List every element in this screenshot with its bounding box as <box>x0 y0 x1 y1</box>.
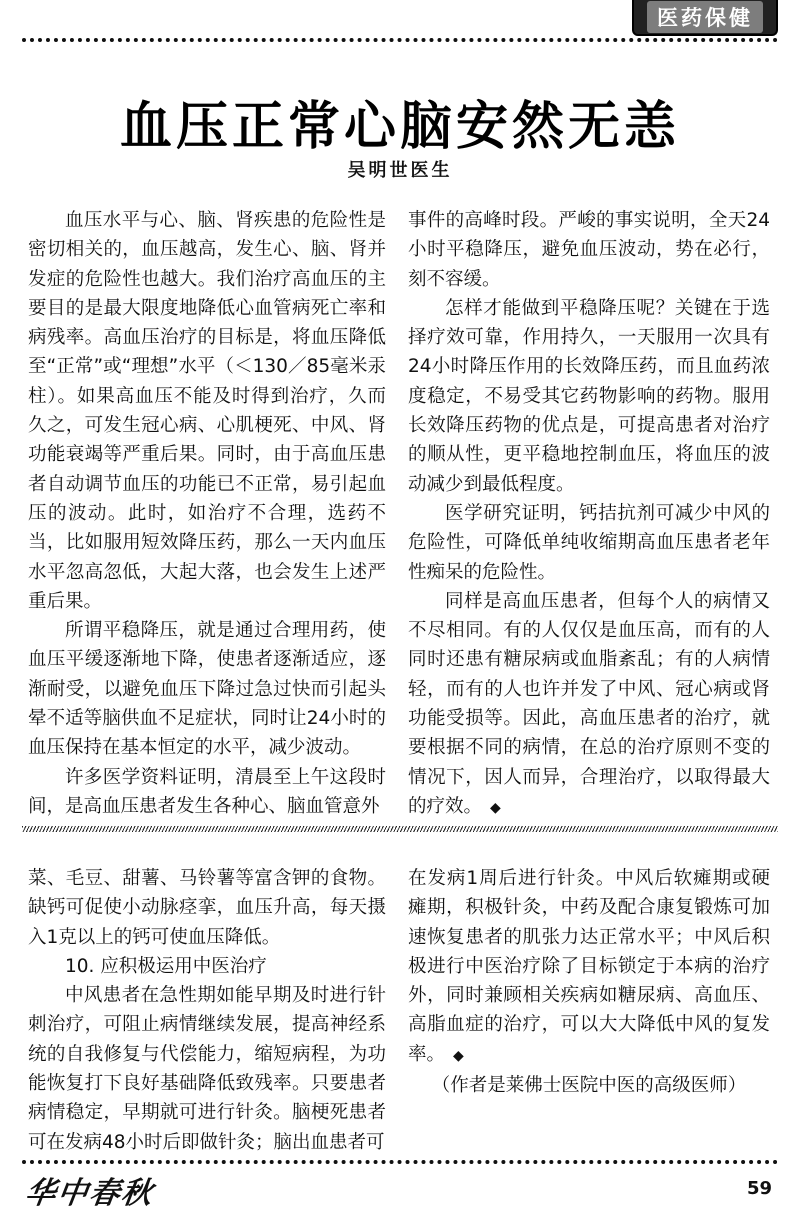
paragraph: 菜、毛豆、甜薯、马铃薯等富含钾的食物。缺钙可促使小动脉痉挛，血压升高，每天摄入1克以上的钙可使血压降低。 <box>28 868 386 948</box>
end-mark-icon: ◆ <box>453 1047 464 1064</box>
paragraph: 许多医学资料证明，清晨至上午这段时间，是高血压患者发生各种心、脑血管意外 <box>28 766 386 817</box>
paragraph <box>408 864 770 1071</box>
article-title: 血压正常心脑安然无恙 <box>119 97 680 157</box>
section-divider <box>22 826 778 832</box>
paragraph: 怎样才能做到平稳降压呢？关键在于选择疗效可靠，作用持久，一天服用一次具有24小时降压作用的长效降压药，而且血药浓度稳定，不易受其它药物影响的药物。服用长效降压药物的优点是，可提高患者对治疗的顺从性，更平稳地控制血压，将血压的波动减少到最低程度。 <box>408 297 770 495</box>
continued-column-1 <box>28 864 386 1157</box>
paragraph-text: 同样是高血压患者，但每个人的病情又不尽相同。有的人仅仅是血压高，而有的人同时还患有糖尿病或血脂紊乱；有的人病情轻，而有的人也许并发了中风、冠心病或肾功能受损等。因此，高血压患者的治疗，就要根据不同的病情，在总的治疗原则不变的情况下，因人而异，合理治疗，以取得最大的疗效。 <box>408 590 770 817</box>
paragraph-text: 在发病1周后进行针灸。中风后软瘫期或硬瘫期，积极针灸，中药及配合康复锻炼可加速恢复患者的肌张力达正常水平；中风后积极进行中医治疗除了目标锁定于本病的治疗外，同时兼顾相关疾病如糖尿病、高血压、高脂血症的治疗，可以大大降低中风的复发率。 <box>408 868 770 1065</box>
author-credit: （作者是莱佛士医院中医的高级医师） <box>431 1075 747 1097</box>
paragraph <box>408 587 770 823</box>
paragraph: 所谓平稳降压，就是通过合理用药，使血压平缓逐渐地下降，使患者逐渐适应，逐渐耐受，以避免血压下降过急过快而引起头晕不适等脑供血不足症状，同时让24小时的血压保持在基本恒定的水平，减少波动。 <box>28 620 386 759</box>
paragraph: 中风患者在急性期如能早期及时进行针刺治疗，可阻止病情继续发展，提高神经系统的自我修复与代偿能力，缩短病程，为功能恢复打下良好基础降低致残率。只要患者病情稳定，早期就可进行针灸。脑梗死患者可在发病48小时后即做针灸；脑出血患者可 <box>28 985 386 1153</box>
continued-column-2 <box>408 864 770 1100</box>
subheading: 10. 应积极运用中医治疗 <box>65 955 267 977</box>
magazine-logo: 华中春秋 <box>23 1176 156 1211</box>
bottom-dotted-rule <box>22 1160 778 1164</box>
article-author: 吴明世医生 <box>347 160 453 181</box>
paragraph: 医学研究证明，钙拮抗剂可减少中风的危险性，可降低单纯收缩期高血压患者老年性痴呆的危险性。 <box>408 502 770 583</box>
article-column-2 <box>408 206 770 823</box>
article-column-1 <box>28 206 386 821</box>
end-mark-icon: ◆ <box>490 799 501 816</box>
top-dotted-rule <box>22 38 778 42</box>
paragraph: 血压水平与心、脑、肾疾患的危险性是密切相关的，血压越高，发生心、脑、肾并发症的危险性也越大。我们治疗高血压的主要目的是最大限度地降低心血管病死亡率和病残率。高血压治疗的目标是，将血压降低至“正常”或“理想”水平（＜130／85毫米汞柱）。如果高血压不能及时得到治疗，久而久之，可发生冠心病、心肌梗死、中风、肾功能衰竭等严重后果。同时，由于高血压患者自动调节血压的功能已不正常，易引起血压的波动。此时，如治疗不合理，选药不当，比如服用短效降压药，那么一天内血压水平忽高忽低，大起大落，也会发生上述严重后果。 <box>28 210 386 612</box>
page-number: 59 <box>746 1178 772 1199</box>
section-label-text: 医药保健 <box>647 1 763 33</box>
section-label <box>632 0 778 36</box>
paragraph: 事件的高峰时段。严峻的事实说明，全天24小时平稳降压，避免血压波动，势在必行，刻不容缓。 <box>408 210 770 290</box>
